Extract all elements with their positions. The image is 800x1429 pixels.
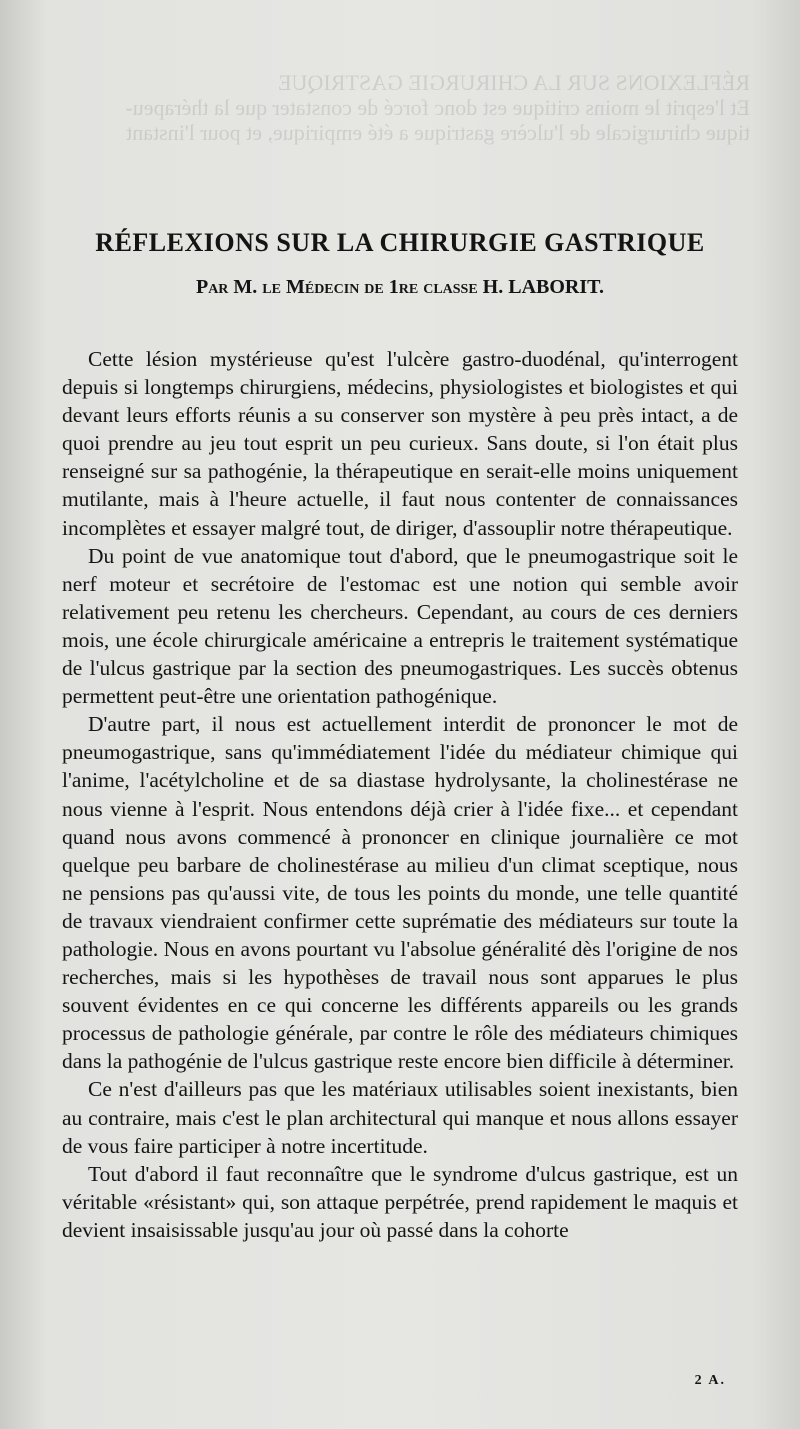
show-through-line: tique chirurgicale de l'ulcère gastrique a été empirique, et pour l'instant bbox=[126, 120, 750, 145]
show-through-line: RÉFLEXIONS SUR LA CHIRURGIE GASTRIQUE bbox=[278, 70, 750, 95]
article-byline: Par M. le Médecin de 1re classe H. LABORIT. bbox=[195, 276, 604, 298]
paragraph: Tout d'abord il faut reconnaître que le syndrome d'ulcus gastrique, est un véritable «résistant» qui, son attaque perpétrée, prend rapidement le maquis et devient insaisissable jusqu'au jour où passé dans la cohorte bbox=[62, 1161, 738, 1242]
article-title: RÉFLEXIONS SUR LA CHIRURGIE GASTRIQUE bbox=[95, 228, 705, 257]
show-through-line: Et l'esprit le moins critique est donc forcé de constater que la thérapeu- bbox=[125, 95, 750, 120]
paragraph: Ce n'est d'ailleurs pas que les matériaux utilisables soient inexistants, bien au contraire, mais c'est le plan architectural qui manque et nous allons essayer de vous faire participer à notre incertitude. bbox=[62, 1077, 738, 1158]
article-body bbox=[62, 345, 738, 1244]
paragraph: D'autre part, il nous est actuellement interdit de prononcer le mot de pneumogastrique, sans qu'immédiatement l'idée du médiateur chimique qui l'anime, l'acétylcholine et de sa diastase hydrolysante, la cholinestérase ne nous vienne à l'esprit. Nous entendons déjà crier à l'idée fixe... et cependant quand nous avons commencé à prononcer en clinique journalière ce mot quelque peu barbare de cholinestérase au milieu d'un climat sceptique, nous ne pensions pas qu'aussi vite, de tous les points du monde, une telle quantité de travaux viendraient confirmer cette suprématie des médiateurs sur toute la pathologie. Nous en avons pourtant vu l'absolue généralité dès l'origine de nos recherches, mais si les hypothèses de travail nous sont apparues le plus souvent évidentes en ce qui concerne les différents appareils ou les grands processus de pathologie générale, par contre le rôle des médiateurs chimiques dans la pathogénie de l'ulcus gastrique reste encore bien difficile à déterminer. bbox=[62, 712, 738, 1074]
signature-mark: 2 A. bbox=[694, 1373, 726, 1388]
paragraph: Cette lésion mystérieuse qu'est l'ulcère gastro-duodénal, qu'interrogent depuis si longtemps chirurgiens, médecins, physiologistes et biologistes et qui devant leurs efforts réunis a su conserver son mystère à peu près intact, a de quoi prendre au jeu tout esprit un peu curieux. Sans doute, si l'on était plus renseigné sur sa pathogénie, la thérapeutique en serait-elle moins uniquement mutilante, mais à l'heure actuelle, il faut nous contenter de connaissances incomplètes et essayer malgré tout, de diriger, d'assouplir notre thérapeutique. bbox=[62, 347, 738, 540]
paragraph: Du point de vue anatomique tout d'abord, que le pneumogastrique soit le nerf moteur et secrétoire de l'estomac est une notion qui semble avoir relativement peu retenu les chercheurs. Cependant, au cours de ces derniers mois, une école chirurgicale américaine a entrepris le traitement systématique de l'ulcus gastrique par la section des pneumogastriques. Les succès obtenus permettent peut-être une orientation pathogénique. bbox=[62, 543, 738, 709]
show-through-text bbox=[60, 70, 750, 145]
